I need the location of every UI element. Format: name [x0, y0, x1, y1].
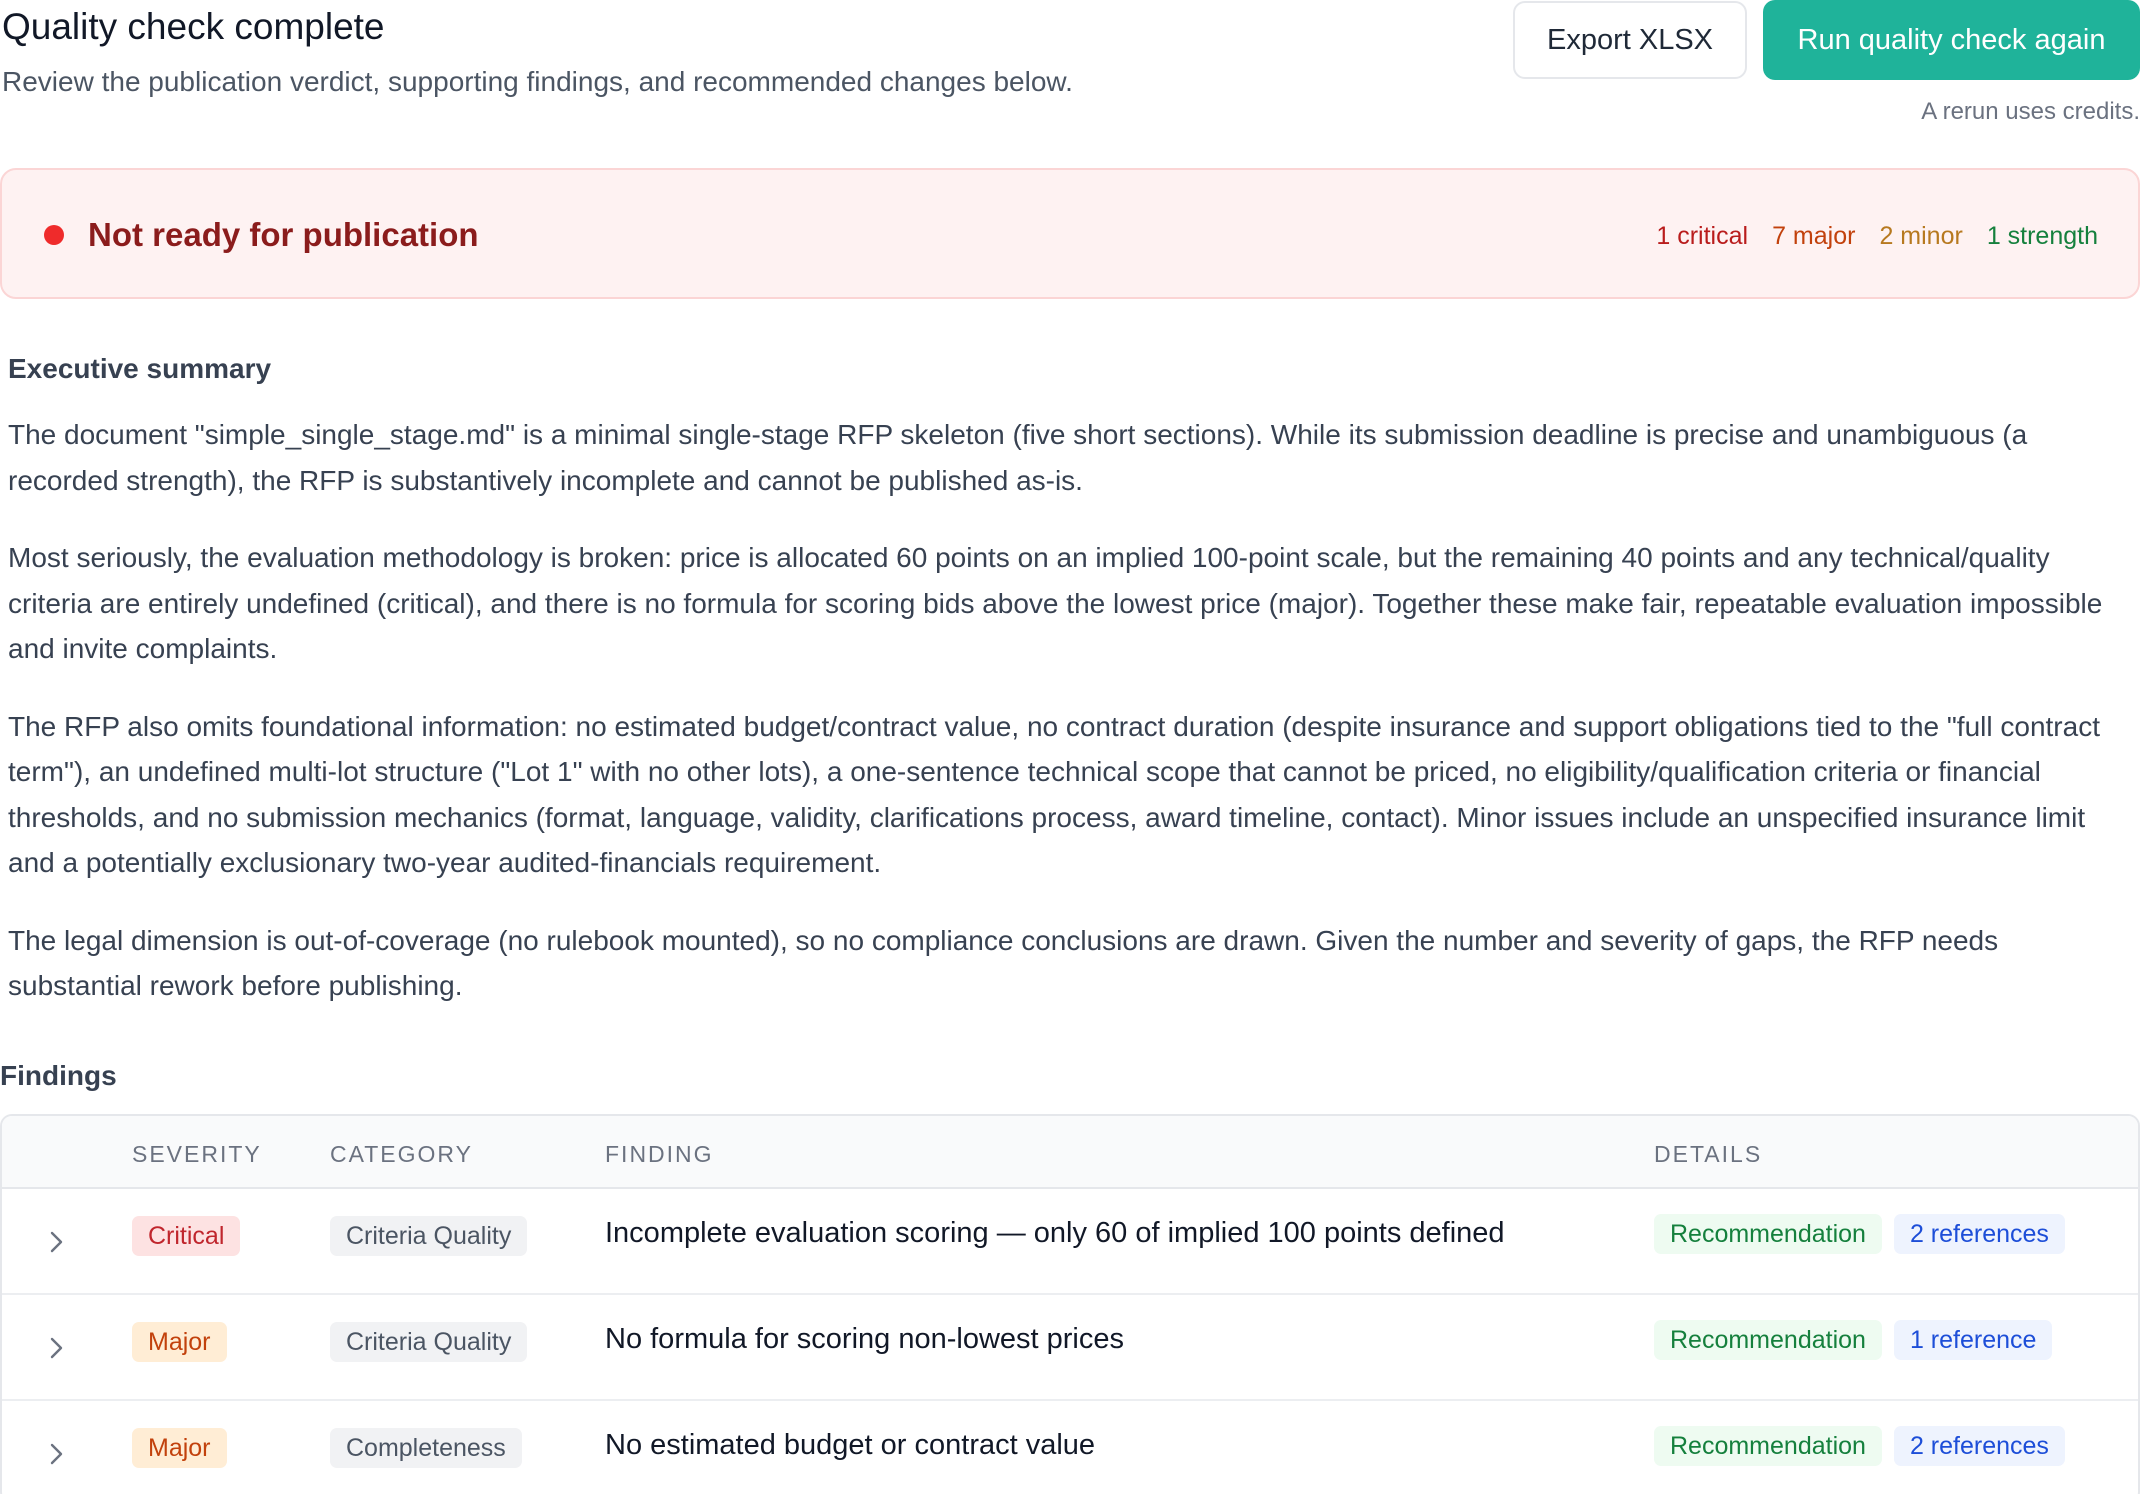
references-chip[interactable]: 2 references: [1894, 1426, 2065, 1466]
column-finding: FINDING: [605, 1141, 714, 1167]
critical-count: 1 critical: [1656, 222, 1749, 250]
severity-badge: Major: [132, 1428, 227, 1468]
severity-counts: [1656, 222, 2098, 251]
verdict-banner: [0, 168, 2140, 299]
details-cell: [1654, 1426, 2065, 1466]
finding-text: No formula for scoring non-lowest prices: [605, 1323, 1124, 1355]
major-count: 7 major: [1772, 222, 1856, 250]
chevron-right-icon[interactable]: [46, 1441, 68, 1467]
findings-heading: Findings: [0, 1060, 117, 1091]
table-row[interactable]: [2, 1189, 2138, 1295]
category-badge: Criteria Quality: [330, 1216, 527, 1256]
page-title: Quality check complete: [2, 6, 385, 47]
column-severity: SEVERITY: [132, 1141, 262, 1167]
recommendation-chip[interactable]: Recommendation: [1654, 1214, 1882, 1254]
recommendation-chip[interactable]: Recommendation: [1654, 1426, 1882, 1466]
page-header: [0, 0, 2140, 130]
details-cell: [1654, 1320, 2052, 1360]
rerun-credits-note: A rerun uses credits.: [1921, 98, 2140, 125]
minor-count: 2 minor: [1879, 222, 1963, 250]
executive-summary: [8, 412, 2132, 1041]
executive-summary-heading: Executive summary: [8, 353, 272, 384]
references-chip[interactable]: 1 reference: [1894, 1320, 2052, 1360]
status-dot-icon: [44, 225, 64, 245]
table-row[interactable]: [2, 1401, 2138, 1494]
recommendation-chip[interactable]: Recommendation: [1654, 1320, 1882, 1360]
summary-paragraph: The RFP also omits foundational information: no estimated budget/contract value, no contract duration (despite insurance and support obligations tied to the "full contract term"), an undefined multi-lot structure ("Lot 1" with no other lots), a one-sentence technical scope that cannot be priced, no eligibility/qualification criteria or financial thresholds, and no submission mechanics (format, language, validity, clarifications process, award timeline, contact). Minor issues include an unspecified insurance limit and a potentially exclusionary two-year audited-financials requirement.: [8, 710, 2100, 878]
strength-count: 1 strength: [1986, 222, 2098, 250]
finding-text: Incomplete evaluation scoring — only 60 of implied 100 points defined: [605, 1217, 1505, 1249]
run-quality-check-button[interactable]: Run quality check again: [1763, 0, 2140, 80]
chevron-right-icon[interactable]: [46, 1229, 68, 1255]
summary-paragraph: Most seriously, the evaluation methodology is broken: price is allocated 60 points on an implied 100-point scale, but the remaining 40 points and any technical/quality criteria are entirely undefined (critical), and there is no formula for scoring bids above the lowest price (major). Together these make fair, repeatable evaluation impossible and invite complaints.: [8, 542, 2103, 664]
summary-paragraph: The document "simple_single_stage.md" is a minimal single-stage RFP skeleton (five short sections). While its submission deadline is precise and unambiguous (a recorded strength), the RFP is substantively incomplete and cannot be published as-is.: [8, 419, 2028, 496]
category-badge: Criteria Quality: [330, 1322, 527, 1362]
category-badge: Completeness: [330, 1428, 522, 1468]
table-header: [2, 1116, 2138, 1189]
verdict-status: Not ready for publication: [88, 216, 479, 253]
severity-badge: Critical: [132, 1216, 240, 1256]
finding-text: No estimated budget or contract value: [605, 1429, 1096, 1461]
findings-table: [0, 1114, 2140, 1494]
details-cell: [1654, 1214, 2065, 1254]
summary-paragraph: The legal dimension is out-of-coverage (no rulebook mounted), so no compliance conclusions are drawn. Given the number and severity of gaps, the RFP needs substantial rework before publishing.: [8, 924, 1999, 1001]
page-subtitle: Review the publication verdict, supporting findings, and recommended changes below.: [2, 66, 1073, 97]
column-category: CATEGORY: [330, 1141, 473, 1167]
export-xlsx-button[interactable]: Export XLSX: [1513, 1, 1747, 79]
column-details: DETAILS: [1654, 1141, 1763, 1167]
table-row[interactable]: [2, 1295, 2138, 1401]
severity-badge: Major: [132, 1322, 227, 1362]
chevron-right-icon[interactable]: [46, 1335, 68, 1361]
references-chip[interactable]: 2 references: [1894, 1214, 2065, 1254]
